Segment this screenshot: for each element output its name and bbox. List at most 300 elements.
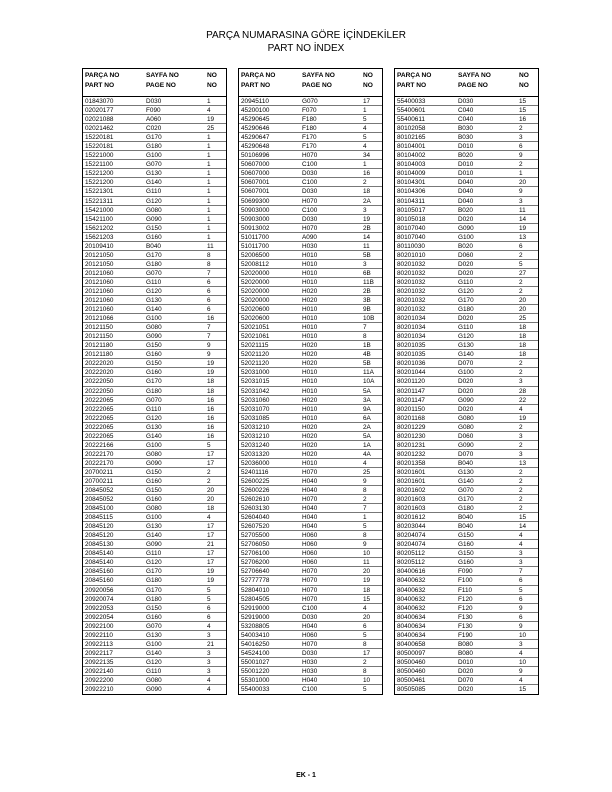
item-no-cell: 5 bbox=[519, 586, 523, 594]
table-row bbox=[83, 178, 226, 187]
table-row bbox=[395, 477, 538, 486]
table-row bbox=[239, 350, 382, 359]
item-no-cell: 7 bbox=[519, 568, 523, 576]
part-no-cell: 20121150 bbox=[85, 333, 113, 341]
part-no-cell: 20700211 bbox=[85, 468, 113, 476]
page-no-cell: G130 bbox=[146, 170, 162, 178]
item-no-cell: 18 bbox=[519, 342, 527, 350]
item-no-cell: 6B bbox=[363, 269, 371, 277]
table-row bbox=[239, 115, 382, 124]
table-row bbox=[395, 169, 538, 178]
table-row bbox=[395, 133, 538, 142]
part-no-cell: 55400601 bbox=[397, 107, 426, 115]
item-no-cell: 34 bbox=[363, 152, 371, 160]
page-no-cell: H010 bbox=[302, 278, 318, 286]
part-no-cell: 80201032 bbox=[397, 306, 426, 314]
item-no-cell: 14 bbox=[519, 523, 527, 531]
part-no-cell: 80201120 bbox=[397, 378, 425, 386]
page-no-cell: H020 bbox=[302, 450, 318, 458]
page-no-cell: D070 bbox=[458, 450, 474, 458]
item-no-cell: 2B bbox=[363, 224, 371, 232]
table-header bbox=[395, 69, 538, 97]
table-row bbox=[239, 640, 382, 649]
page-no-cell: G070 bbox=[146, 622, 162, 630]
part-no-cell: 80201602 bbox=[397, 487, 426, 495]
header-label: NO bbox=[207, 82, 217, 89]
page-no-cell: G140 bbox=[458, 477, 474, 485]
part-no-cell: 20121050 bbox=[85, 260, 114, 268]
item-no-cell: 2 bbox=[519, 360, 523, 368]
table-row bbox=[239, 649, 382, 658]
page-no-cell: H020 bbox=[302, 287, 318, 295]
table-row bbox=[83, 215, 226, 224]
page-no-cell: G080 bbox=[458, 414, 474, 422]
item-no-cell: 19 bbox=[363, 215, 371, 223]
page-no-cell: G120 bbox=[146, 414, 162, 422]
item-no-cell: 20 bbox=[519, 179, 527, 187]
table-row bbox=[239, 359, 382, 368]
part-no-cell: 52777778 bbox=[241, 577, 270, 585]
page-no-cell: G170 bbox=[146, 568, 162, 576]
table-row bbox=[83, 278, 226, 287]
item-no-cell: 10 bbox=[519, 631, 527, 639]
part-no-cell: 80201010 bbox=[397, 251, 426, 259]
item-no-cell: 9 bbox=[519, 152, 523, 160]
table-row bbox=[83, 368, 226, 377]
page-no-cell: G160 bbox=[146, 233, 162, 241]
item-no-cell: 3A bbox=[363, 396, 371, 404]
page-no-cell: D030 bbox=[302, 170, 318, 178]
item-no-cell: 4 bbox=[207, 107, 211, 115]
table-row bbox=[83, 604, 226, 613]
table-row bbox=[395, 685, 538, 694]
table-row bbox=[83, 106, 226, 115]
table-row bbox=[83, 477, 226, 486]
part-no-cell: 20222050 bbox=[85, 378, 114, 386]
table-row bbox=[395, 260, 538, 269]
item-no-cell: 1 bbox=[363, 107, 367, 115]
page-no-cell: F120 bbox=[458, 595, 473, 603]
header-label: PARÇA NO bbox=[397, 72, 432, 79]
part-no-cell: 80400634 bbox=[397, 613, 426, 621]
page-no-cell: H010 bbox=[302, 369, 318, 377]
index-table-3 bbox=[394, 68, 539, 695]
item-no-cell: 4 bbox=[207, 514, 211, 522]
item-no-cell: 9 bbox=[207, 351, 211, 359]
page-no-cell: H020 bbox=[302, 441, 318, 449]
part-no-cell: 50913002 bbox=[241, 224, 270, 232]
table-row bbox=[395, 160, 538, 169]
page-no-cell: H010 bbox=[302, 269, 318, 277]
table-row bbox=[83, 586, 226, 595]
page-no-cell: H070 bbox=[302, 152, 318, 160]
table-row bbox=[83, 459, 226, 468]
item-no-cell: 7 bbox=[363, 505, 367, 513]
part-no-cell: 20121060 bbox=[85, 278, 114, 286]
table-row bbox=[83, 495, 226, 504]
page-no-cell: B040 bbox=[458, 459, 473, 467]
header-label: SAYFA NO bbox=[302, 72, 335, 79]
table-row bbox=[239, 558, 382, 567]
table-row bbox=[239, 522, 382, 531]
page-no-cell: G160 bbox=[146, 369, 162, 377]
part-no-cell: 52031060 bbox=[241, 396, 270, 404]
table-row bbox=[395, 142, 538, 151]
part-no-cell: 80201612 bbox=[397, 514, 426, 522]
part-no-cell: 80201358 bbox=[397, 459, 426, 467]
page-no-cell: D020 bbox=[458, 378, 474, 386]
table-row bbox=[239, 215, 382, 224]
item-no-cell: 3 bbox=[519, 450, 523, 458]
item-no-cell: 3 bbox=[519, 550, 523, 558]
page-no-cell: B080 bbox=[458, 649, 473, 657]
index-table-1 bbox=[82, 68, 227, 695]
page-no-cell: C100 bbox=[302, 179, 318, 187]
table-row bbox=[83, 287, 226, 296]
item-no-cell: 21 bbox=[207, 541, 215, 549]
part-no-cell: 20121060 bbox=[85, 269, 114, 277]
part-no-cell: 80105017 bbox=[397, 206, 426, 214]
part-no-cell: 20845052 bbox=[85, 496, 114, 504]
page-no-cell: G180 bbox=[146, 387, 162, 395]
page-no-cell: G110 bbox=[146, 405, 162, 413]
table-row bbox=[239, 468, 382, 477]
table-row bbox=[83, 377, 226, 386]
table-row bbox=[395, 224, 538, 233]
item-no-cell: 9 bbox=[207, 342, 211, 350]
item-no-cell: 28 bbox=[519, 387, 527, 395]
page-no-cell: G090 bbox=[458, 396, 474, 404]
part-no-cell: 01843070 bbox=[85, 98, 114, 105]
page-no-cell: G150 bbox=[146, 468, 162, 476]
table-row bbox=[239, 178, 382, 187]
item-no-cell: 2 bbox=[519, 251, 523, 259]
page-no-cell: G100 bbox=[146, 514, 162, 522]
table-row bbox=[239, 296, 382, 305]
part-no-cell: 45290648 bbox=[241, 143, 270, 151]
table-row bbox=[395, 631, 538, 640]
item-no-cell: 15 bbox=[519, 514, 527, 522]
part-no-cell: 80104003 bbox=[397, 161, 426, 169]
part-no-cell: 20922054 bbox=[85, 613, 114, 621]
table-row bbox=[239, 658, 382, 667]
table-row bbox=[395, 387, 538, 396]
part-no-cell: 80201032 bbox=[397, 287, 426, 295]
page-no-cell: H070 bbox=[302, 197, 318, 205]
part-no-cell: 80400632 bbox=[397, 577, 426, 585]
table-row bbox=[83, 423, 226, 432]
page-no-cell: G150 bbox=[146, 224, 162, 232]
item-no-cell: 17 bbox=[207, 550, 215, 558]
item-no-cell: 3 bbox=[207, 667, 211, 675]
part-no-cell: 80201231 bbox=[397, 441, 426, 449]
part-no-cell: 52706200 bbox=[241, 559, 270, 567]
item-no-cell: 1 bbox=[207, 152, 211, 160]
item-no-cell: 17 bbox=[207, 450, 215, 458]
page-no-cell: D020 bbox=[458, 269, 474, 277]
item-no-cell: 2 bbox=[519, 161, 523, 169]
item-no-cell: 3 bbox=[207, 631, 211, 639]
page-no-cell: H040 bbox=[302, 523, 318, 531]
page-no-cell: H040 bbox=[302, 505, 318, 513]
page-no-cell: D020 bbox=[458, 405, 474, 413]
item-no-cell: 4 bbox=[363, 604, 367, 612]
item-no-cell: 7 bbox=[207, 324, 211, 332]
item-no-cell: 2 bbox=[519, 125, 523, 133]
table-row bbox=[83, 513, 226, 522]
item-no-cell: 1 bbox=[207, 206, 211, 214]
page-no-cell: G160 bbox=[146, 477, 162, 485]
part-no-cell: 50106996 bbox=[241, 152, 270, 160]
page-no-cell: A060 bbox=[146, 116, 161, 124]
part-no-cell: 80400632 bbox=[397, 595, 426, 603]
page-no-cell: D020 bbox=[458, 215, 474, 223]
page-no-cell: G120 bbox=[146, 287, 162, 295]
table-row bbox=[395, 441, 538, 450]
part-no-cell: 52020000 bbox=[241, 269, 270, 277]
table-row bbox=[239, 486, 382, 495]
part-no-cell: 52008112 bbox=[241, 260, 269, 268]
item-no-cell: 1 bbox=[363, 514, 367, 522]
table-row bbox=[83, 124, 226, 133]
part-no-cell: 80104311 bbox=[397, 197, 425, 205]
part-no-cell: 15621203 bbox=[85, 233, 114, 241]
item-no-cell: 9 bbox=[363, 477, 367, 485]
page-no-cell: G080 bbox=[146, 324, 162, 332]
table-row bbox=[395, 586, 538, 595]
page-no-cell: F090 bbox=[146, 107, 161, 115]
page-no-cell: G090 bbox=[146, 333, 162, 341]
page-no-cell: G090 bbox=[146, 541, 162, 549]
part-no-cell: 20845120 bbox=[85, 532, 114, 540]
page-no-cell: D020 bbox=[458, 260, 474, 268]
part-no-cell: 20845160 bbox=[85, 577, 114, 585]
item-no-cell: 4 bbox=[207, 686, 211, 694]
item-no-cell: 1 bbox=[207, 233, 211, 241]
part-no-cell: 20109410 bbox=[85, 242, 114, 250]
table-row bbox=[395, 576, 538, 585]
item-no-cell: 10 bbox=[363, 677, 371, 684]
item-no-cell: 16 bbox=[207, 315, 215, 323]
part-no-cell: 20922200 bbox=[85, 677, 114, 684]
part-no-cell: 52006500 bbox=[241, 251, 270, 259]
page-no-cell: G110 bbox=[146, 188, 162, 196]
item-no-cell: 1 bbox=[207, 143, 211, 151]
item-no-cell: 1 bbox=[207, 215, 211, 223]
table-row bbox=[395, 595, 538, 604]
page-no-cell: D020 bbox=[458, 686, 474, 694]
item-no-cell: 15 bbox=[363, 595, 371, 603]
table-row bbox=[83, 296, 226, 305]
item-no-cell: 9 bbox=[519, 188, 523, 196]
table-row bbox=[395, 377, 538, 386]
page-no-cell: B040 bbox=[458, 523, 473, 531]
table-row bbox=[395, 613, 538, 622]
item-no-cell: 5 bbox=[363, 631, 367, 639]
item-no-cell: 4 bbox=[519, 405, 523, 413]
item-no-cell: 2 bbox=[519, 369, 523, 377]
page-no-cell: F130 bbox=[458, 613, 473, 621]
part-no-cell: 52031015 bbox=[241, 378, 270, 386]
item-no-cell: 1 bbox=[207, 188, 211, 196]
page-no-cell: D030 bbox=[458, 98, 474, 105]
item-no-cell: 2 bbox=[519, 468, 523, 476]
item-no-cell: 19 bbox=[207, 369, 215, 377]
page-no-cell: D040 bbox=[458, 179, 474, 187]
page-no-cell: D030 bbox=[302, 613, 318, 621]
part-no-cell: 50903000 bbox=[241, 215, 270, 223]
table-row bbox=[395, 658, 538, 667]
table-row bbox=[83, 450, 226, 459]
item-no-cell: 6 bbox=[207, 613, 211, 621]
page-no-cell: H010 bbox=[302, 405, 318, 413]
table-row bbox=[395, 486, 538, 495]
table-row bbox=[239, 387, 382, 396]
part-no-cell: 52604040 bbox=[241, 514, 270, 522]
table-row bbox=[395, 332, 538, 341]
table-row bbox=[83, 631, 226, 640]
part-no-cell: 20222020 bbox=[85, 369, 114, 377]
table-row bbox=[239, 423, 382, 432]
item-no-cell: 5 bbox=[363, 134, 367, 142]
item-no-cell: 13 bbox=[519, 459, 527, 467]
page-no-cell: D070 bbox=[458, 360, 474, 368]
header-label: NO bbox=[207, 72, 217, 79]
page-no-cell: H040 bbox=[302, 477, 318, 485]
part-no-cell: 20222050 bbox=[85, 387, 114, 395]
item-no-cell: 17 bbox=[363, 98, 371, 105]
table-row bbox=[83, 387, 226, 396]
part-no-cell: 80201044 bbox=[397, 369, 426, 377]
table-row bbox=[395, 676, 538, 685]
item-no-cell: 3B bbox=[363, 297, 371, 305]
table-row bbox=[395, 405, 538, 414]
table-row bbox=[83, 151, 226, 160]
part-no-cell: 52031240 bbox=[241, 441, 270, 449]
table-row bbox=[239, 206, 382, 215]
table-row bbox=[239, 567, 382, 576]
part-no-cell: 80201035 bbox=[397, 342, 426, 350]
table-row bbox=[239, 260, 382, 269]
part-no-cell: 20845115 bbox=[85, 514, 113, 522]
part-no-cell: 15221200 bbox=[85, 170, 114, 178]
part-no-cell: 80400616 bbox=[397, 568, 426, 576]
part-no-cell: 20121180 bbox=[85, 342, 113, 350]
item-no-cell: 3 bbox=[519, 432, 523, 440]
page-no-cell: D040 bbox=[458, 188, 474, 196]
item-no-cell: 2 bbox=[519, 505, 523, 513]
part-no-cell: 45290646 bbox=[241, 125, 270, 133]
page-no-cell: F190 bbox=[458, 631, 473, 639]
part-no-cell: 80102058 bbox=[397, 125, 426, 133]
page-no-cell: G150 bbox=[146, 360, 162, 368]
part-no-cell: 20922210 bbox=[85, 686, 114, 694]
part-no-cell: 80400634 bbox=[397, 622, 426, 630]
part-no-cell: 54524100 bbox=[241, 649, 270, 657]
part-no-cell: 02020177 bbox=[85, 107, 114, 115]
page-no-cell: G110 bbox=[146, 550, 162, 558]
item-no-cell: 11 bbox=[519, 206, 526, 214]
header-label: PAGE NO bbox=[458, 82, 488, 89]
page-no-cell: G120 bbox=[146, 559, 162, 567]
part-no-cell: 52919000 bbox=[241, 604, 270, 612]
part-no-cell: 55400611 bbox=[397, 116, 425, 124]
part-no-cell: 80201601 bbox=[397, 477, 426, 485]
part-no-cell: 80102165 bbox=[397, 134, 426, 142]
item-no-cell: 10 bbox=[363, 550, 371, 558]
page-no-cell: D010 bbox=[458, 658, 474, 666]
part-no-cell: 15221311 bbox=[85, 197, 113, 205]
item-no-cell: 3 bbox=[363, 206, 367, 214]
table-row bbox=[83, 613, 226, 622]
part-no-cell: 50607001 bbox=[241, 188, 270, 196]
table-row bbox=[83, 242, 226, 251]
table-row bbox=[239, 613, 382, 622]
table-row bbox=[83, 359, 226, 368]
part-no-cell: 80201036 bbox=[397, 360, 426, 368]
table-row bbox=[83, 251, 226, 260]
item-no-cell: 2 bbox=[363, 179, 367, 187]
item-no-cell: 6 bbox=[207, 297, 211, 305]
part-no-cell: 20922113 bbox=[85, 640, 113, 648]
item-no-cell: 19 bbox=[363, 577, 371, 585]
header-label: SAYFA NO bbox=[146, 72, 179, 79]
part-no-cell: 15221200 bbox=[85, 179, 114, 187]
page-no-cell: H010 bbox=[302, 306, 318, 314]
page-no-cell: F170 bbox=[302, 134, 317, 142]
table-row bbox=[239, 106, 382, 115]
table-row bbox=[83, 260, 226, 269]
item-no-cell: 4 bbox=[519, 677, 523, 684]
part-no-cell: 45290647 bbox=[241, 134, 270, 142]
item-no-cell: 6 bbox=[519, 577, 523, 585]
item-no-cell: 2 bbox=[363, 496, 367, 504]
part-no-cell: 80107040 bbox=[397, 224, 426, 232]
part-no-cell: 52706100 bbox=[241, 550, 270, 558]
page-no-cell: G130 bbox=[146, 297, 162, 305]
item-no-cell: 2A bbox=[363, 197, 371, 205]
page-no-cell: G130 bbox=[458, 468, 474, 476]
table-row bbox=[83, 595, 226, 604]
table-row bbox=[83, 432, 226, 441]
item-no-cell: 17 bbox=[207, 532, 215, 540]
table-row bbox=[395, 296, 538, 305]
part-no-cell: 20222065 bbox=[85, 396, 114, 404]
part-no-cell: 50607000 bbox=[241, 161, 270, 169]
page-no-cell: G120 bbox=[458, 287, 474, 295]
page-no-cell: G080 bbox=[146, 677, 162, 684]
item-no-cell: 17 bbox=[207, 559, 215, 567]
table-row bbox=[395, 305, 538, 314]
page-no-cell: G180 bbox=[146, 595, 162, 603]
part-no-cell: 45200100 bbox=[241, 107, 270, 115]
part-no-cell: 55400033 bbox=[397, 98, 426, 105]
page-no-cell: H040 bbox=[302, 514, 318, 522]
page-no-cell: C100 bbox=[302, 604, 318, 612]
item-no-cell: 17 bbox=[363, 649, 371, 657]
item-no-cell: 16 bbox=[207, 423, 215, 431]
item-no-cell: 4A bbox=[363, 450, 371, 458]
item-no-cell: 3 bbox=[519, 134, 523, 142]
item-no-cell: 2 bbox=[207, 468, 211, 476]
item-no-cell: 15 bbox=[519, 107, 527, 115]
item-no-cell: 18 bbox=[519, 324, 527, 332]
part-no-cell: 20121060 bbox=[85, 297, 114, 305]
table-row bbox=[83, 314, 226, 323]
page-no-cell: H060 bbox=[302, 559, 318, 567]
table-row bbox=[239, 441, 382, 450]
item-no-cell: 9B bbox=[363, 306, 371, 314]
